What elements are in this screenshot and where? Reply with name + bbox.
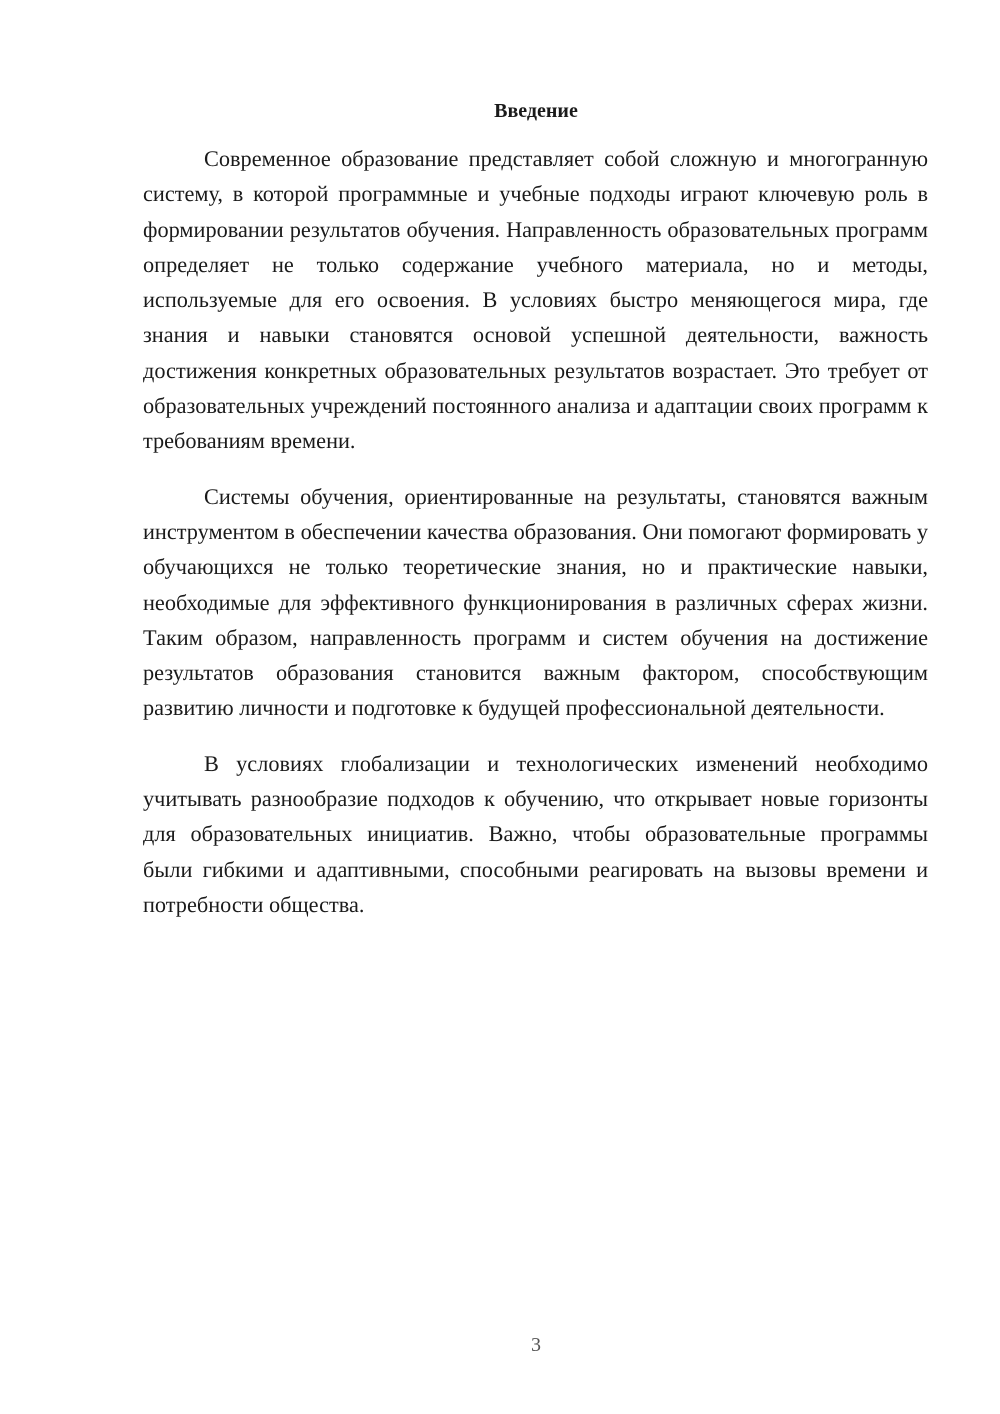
page-number: 3 xyxy=(531,1334,541,1356)
page-title: Введение xyxy=(494,100,578,122)
paragraph-2: Системы обучения, ориентированные на результаты, становятся важным инструментом в обеспечении качества образования. Они помогают формировать у обучающихся не только теоретические знания, но и практические навыки, необходимые для эффективного функционирования в различных сферах жизни. Таким образом, направленность программ и систем обучения на достижение результатов образования становится важным фактором, способствующим развитию личности и подготовке к будущей профессиональной деятельности. xyxy=(143,483,928,721)
paragraph-1: Современное образование представляет собой сложную и многогранную систему, в которой программные и учебные подходы играют ключевую роль в формировании результатов обучения. Направленность образовательных программ определяет не только содержание учебного материала, но и методы, используемые для его освоения. В условиях быстро меняющегося мира, где знания и навыки становятся основой успешной деятельности, важность достижения конкретных образовательных результатов возрастает. Это требует от образовательных учреждений постоянного анализа и адаптации своих программ к требованиям времени. xyxy=(143,146,928,454)
paragraph-3: В условиях глобализации и технологических изменений необходимо учитывать разнообразие подходов к обучению, что открывает новые горизонты для образовательных инициатив. Важно, чтобы образовательные программы были гибкими и адаптивными, способными реагировать на вызовы времени и потребности общества. xyxy=(143,750,928,917)
body-text xyxy=(143,141,928,942)
